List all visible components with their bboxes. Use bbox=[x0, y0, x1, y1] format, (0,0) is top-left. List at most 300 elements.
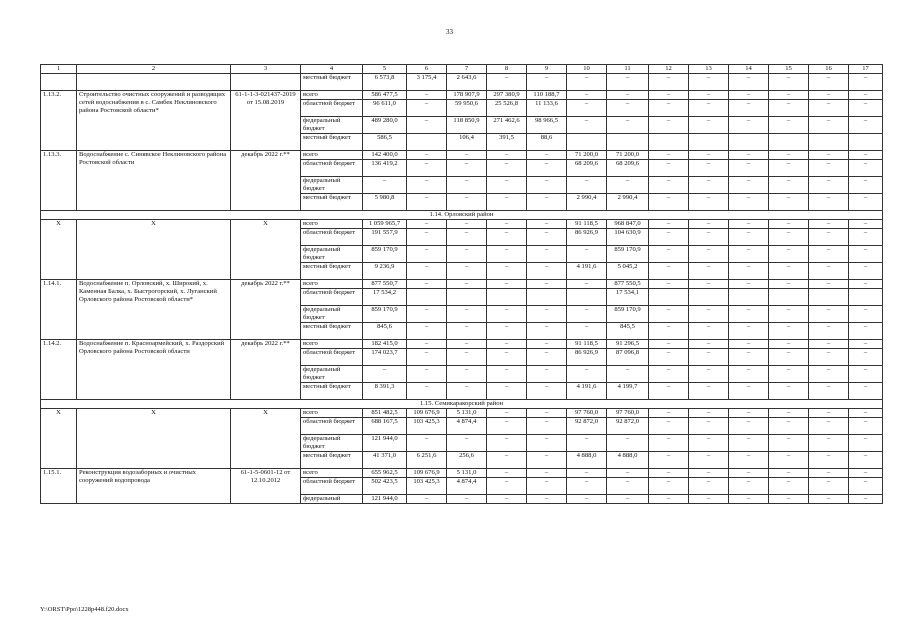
budget-type-cell: федеральный бюджет bbox=[301, 366, 363, 383]
value-cell: – bbox=[407, 383, 447, 400]
value-cell: 2 990,4 bbox=[607, 194, 649, 211]
value-cell: – bbox=[487, 151, 527, 160]
value-cell: – bbox=[649, 495, 689, 504]
section-heading-row bbox=[41, 211, 883, 220]
value-cell: – bbox=[769, 263, 809, 280]
value-cell: – bbox=[809, 452, 849, 469]
table-row bbox=[41, 469, 883, 478]
value-cell: – bbox=[607, 117, 649, 134]
value-cell: – bbox=[849, 409, 883, 418]
value-cell: – bbox=[649, 263, 689, 280]
budget-type-cell: областной бюджет bbox=[301, 478, 363, 495]
value-cell: – bbox=[407, 194, 447, 211]
value-cell: – bbox=[607, 366, 649, 383]
value-cell: 845,5 bbox=[607, 323, 649, 340]
value-cell: – bbox=[729, 263, 769, 280]
value-cell: – bbox=[487, 280, 527, 289]
value-cell: – bbox=[567, 74, 607, 91]
value-cell: – bbox=[849, 151, 883, 160]
value-cell: – bbox=[729, 220, 769, 229]
value-cell: – bbox=[809, 366, 849, 383]
budget-type-cell: всего bbox=[301, 151, 363, 160]
value-cell: – bbox=[567, 478, 607, 495]
value-cell: – bbox=[487, 495, 527, 504]
object-name-cell: Водоснабжение п. Красноармейский, х. Раздорский Орловского района Ростовской области bbox=[77, 340, 231, 400]
value-cell: – bbox=[729, 409, 769, 418]
value-cell: – bbox=[649, 323, 689, 340]
value-cell: – bbox=[689, 280, 729, 289]
value-cell: – bbox=[769, 435, 809, 452]
section-title: 1.15. Семикаракорский район bbox=[41, 400, 883, 409]
value-cell: – bbox=[809, 383, 849, 400]
column-number-cell: 14 bbox=[729, 65, 769, 74]
value-cell: – bbox=[769, 366, 809, 383]
value-cell: – bbox=[769, 383, 809, 400]
value-cell: – bbox=[649, 409, 689, 418]
value-cell: – bbox=[729, 478, 769, 495]
value-cell: 586 477,5 bbox=[363, 91, 407, 100]
value-cell: – bbox=[649, 74, 689, 91]
value-cell: – bbox=[769, 418, 809, 435]
value-cell: – bbox=[769, 495, 809, 504]
value-cell: – bbox=[809, 74, 849, 91]
value-cell bbox=[729, 289, 769, 306]
budget-type-cell: областной бюджет bbox=[301, 160, 363, 177]
budget-type-cell: всего bbox=[301, 469, 363, 478]
value-cell: – bbox=[527, 280, 567, 289]
value-cell: – bbox=[407, 91, 447, 100]
value-cell: – bbox=[447, 177, 487, 194]
value-cell: 25 526,8 bbox=[487, 100, 527, 117]
document-cell: X bbox=[231, 220, 301, 280]
value-cell: – bbox=[649, 306, 689, 323]
value-cell: 118 850,9 bbox=[447, 117, 487, 134]
value-cell: – bbox=[849, 229, 883, 246]
value-cell: – bbox=[407, 117, 447, 134]
value-cell: – bbox=[363, 366, 407, 383]
value-cell: – bbox=[849, 177, 883, 194]
value-cell: – bbox=[849, 418, 883, 435]
value-cell bbox=[407, 134, 447, 151]
value-cell: 71 200,0 bbox=[607, 151, 649, 160]
column-number-cell: 7 bbox=[447, 65, 487, 74]
number-cell: 1.14.1. bbox=[41, 280, 77, 340]
value-cell: – bbox=[689, 478, 729, 495]
value-cell: – bbox=[487, 246, 527, 263]
value-cell: – bbox=[487, 306, 527, 323]
value-cell: 271 462,6 bbox=[487, 117, 527, 134]
value-cell: – bbox=[649, 469, 689, 478]
value-cell: – bbox=[849, 91, 883, 100]
value-cell: – bbox=[809, 495, 849, 504]
value-cell: – bbox=[527, 349, 567, 366]
value-cell: – bbox=[689, 117, 729, 134]
value-cell: – bbox=[487, 452, 527, 469]
value-cell: 2 643,6 bbox=[447, 74, 487, 91]
document-cell: 61-1-5-0601-12 от 12.10.2012 bbox=[231, 469, 301, 504]
value-cell: – bbox=[527, 74, 567, 91]
page-number: 33 bbox=[446, 28, 453, 36]
value-cell: – bbox=[567, 323, 607, 340]
value-cell: – bbox=[527, 220, 567, 229]
budget-table bbox=[40, 64, 883, 504]
value-cell: – bbox=[567, 246, 607, 263]
value-cell bbox=[567, 134, 607, 151]
object-name-cell: X bbox=[77, 220, 231, 280]
table-row bbox=[41, 151, 883, 160]
value-cell: – bbox=[849, 220, 883, 229]
column-number-cell: 6 bbox=[407, 65, 447, 74]
value-cell: – bbox=[729, 418, 769, 435]
value-cell: – bbox=[407, 340, 447, 349]
value-cell: – bbox=[689, 306, 729, 323]
value-cell: – bbox=[649, 246, 689, 263]
table-row bbox=[41, 91, 883, 100]
value-cell: – bbox=[729, 495, 769, 504]
value-cell: – bbox=[487, 418, 527, 435]
value-cell: 92 872,0 bbox=[567, 418, 607, 435]
value-cell: 297 380,9 bbox=[487, 91, 527, 100]
value-cell: 142 400,0 bbox=[363, 151, 407, 160]
value-cell: 17 534,1 bbox=[607, 289, 649, 306]
number-cell: 1.14.2. bbox=[41, 340, 77, 400]
value-cell bbox=[809, 134, 849, 151]
value-cell: – bbox=[649, 177, 689, 194]
table-row bbox=[41, 220, 883, 229]
value-cell bbox=[649, 134, 689, 151]
column-number-cell: 4 bbox=[301, 65, 363, 74]
value-cell: 859 170,9 bbox=[363, 306, 407, 323]
value-cell: – bbox=[447, 151, 487, 160]
value-cell: – bbox=[849, 74, 883, 91]
value-cell: – bbox=[407, 246, 447, 263]
value-cell: – bbox=[527, 340, 567, 349]
value-cell bbox=[689, 134, 729, 151]
object-name-cell bbox=[77, 74, 231, 91]
value-cell: – bbox=[649, 340, 689, 349]
value-cell: – bbox=[649, 435, 689, 452]
value-cell bbox=[527, 289, 567, 306]
value-cell: – bbox=[729, 177, 769, 194]
budget-type-cell: областной бюджет bbox=[301, 349, 363, 366]
section-heading-row bbox=[41, 400, 883, 409]
value-cell: – bbox=[769, 409, 809, 418]
budget-type-cell: областной бюджет bbox=[301, 418, 363, 435]
value-cell: – bbox=[809, 151, 849, 160]
value-cell: – bbox=[689, 100, 729, 117]
value-cell: – bbox=[689, 366, 729, 383]
value-cell: – bbox=[527, 469, 567, 478]
value-cell: 655 962,5 bbox=[363, 469, 407, 478]
value-cell: 86 926,9 bbox=[567, 349, 607, 366]
value-cell: 6 573,8 bbox=[363, 74, 407, 91]
value-cell: – bbox=[809, 340, 849, 349]
value-cell: 110 188,7 bbox=[527, 91, 567, 100]
object-name-cell: X bbox=[77, 409, 231, 469]
budget-type-cell: местный бюджет bbox=[301, 134, 363, 151]
value-cell bbox=[649, 289, 689, 306]
budget-type-cell: областной бюджет bbox=[301, 289, 363, 306]
value-cell: – bbox=[689, 340, 729, 349]
value-cell: – bbox=[689, 323, 729, 340]
budget-type-cell: областной бюджет bbox=[301, 229, 363, 246]
value-cell: – bbox=[689, 177, 729, 194]
section-title: 1.14. Орловский район bbox=[41, 211, 883, 220]
value-cell: – bbox=[769, 177, 809, 194]
value-cell: 174 023,7 bbox=[363, 349, 407, 366]
value-cell: 688 167,5 bbox=[363, 418, 407, 435]
value-cell: – bbox=[689, 469, 729, 478]
value-cell: 86 926,9 bbox=[567, 229, 607, 246]
value-cell: – bbox=[769, 220, 809, 229]
value-cell: – bbox=[567, 100, 607, 117]
value-cell: – bbox=[769, 229, 809, 246]
value-cell: – bbox=[447, 366, 487, 383]
value-cell: – bbox=[809, 306, 849, 323]
budget-type-cell: федеральный бюджет bbox=[301, 117, 363, 134]
value-cell: – bbox=[567, 366, 607, 383]
value-cell: – bbox=[849, 452, 883, 469]
value-cell: – bbox=[487, 478, 527, 495]
value-cell: – bbox=[487, 160, 527, 177]
value-cell: – bbox=[809, 418, 849, 435]
value-cell: – bbox=[689, 383, 729, 400]
value-cell: – bbox=[809, 246, 849, 263]
value-cell: 4 874,4 bbox=[447, 418, 487, 435]
value-cell: – bbox=[769, 349, 809, 366]
value-cell: – bbox=[447, 263, 487, 280]
budget-type-cell: всего bbox=[301, 340, 363, 349]
document-cell bbox=[231, 74, 301, 91]
value-cell: – bbox=[527, 409, 567, 418]
value-cell: – bbox=[567, 469, 607, 478]
value-cell: – bbox=[849, 100, 883, 117]
number-cell: X bbox=[41, 409, 77, 469]
value-cell: 256,6 bbox=[447, 452, 487, 469]
value-cell: 502 423,5 bbox=[363, 478, 407, 495]
value-cell: – bbox=[809, 229, 849, 246]
value-cell: – bbox=[567, 91, 607, 100]
value-cell: – bbox=[849, 280, 883, 289]
budget-type-cell: местный бюджет bbox=[301, 263, 363, 280]
number-cell: X bbox=[41, 220, 77, 280]
value-cell: – bbox=[447, 229, 487, 246]
value-cell: – bbox=[849, 340, 883, 349]
value-cell: – bbox=[527, 495, 567, 504]
value-cell: – bbox=[407, 349, 447, 366]
column-number-cell: 11 bbox=[607, 65, 649, 74]
value-cell: – bbox=[729, 340, 769, 349]
value-cell: – bbox=[689, 220, 729, 229]
value-cell: – bbox=[769, 469, 809, 478]
value-cell: – bbox=[447, 160, 487, 177]
value-cell: – bbox=[487, 74, 527, 91]
value-cell: – bbox=[769, 306, 809, 323]
value-cell: – bbox=[849, 383, 883, 400]
column-number-cell: 8 bbox=[487, 65, 527, 74]
value-cell: – bbox=[607, 435, 649, 452]
value-cell: – bbox=[407, 100, 447, 117]
table-row bbox=[41, 340, 883, 349]
value-cell bbox=[809, 289, 849, 306]
value-cell: – bbox=[407, 280, 447, 289]
value-cell: – bbox=[769, 478, 809, 495]
value-cell: – bbox=[567, 495, 607, 504]
value-cell: – bbox=[849, 160, 883, 177]
column-number-cell: 10 bbox=[567, 65, 607, 74]
value-cell: – bbox=[407, 306, 447, 323]
value-cell: – bbox=[809, 194, 849, 211]
value-cell: – bbox=[567, 435, 607, 452]
value-cell: – bbox=[527, 452, 567, 469]
value-cell: – bbox=[649, 280, 689, 289]
value-cell bbox=[729, 134, 769, 151]
value-cell: 87 096,8 bbox=[607, 349, 649, 366]
value-cell: – bbox=[809, 220, 849, 229]
file-path-footer: Y:\ORST\Ppo\1228p448.f20.docx bbox=[40, 606, 129, 613]
value-cell: – bbox=[809, 280, 849, 289]
budget-type-cell: федеральный bbox=[301, 495, 363, 504]
value-cell: – bbox=[527, 306, 567, 323]
value-cell: 4 888,0 bbox=[607, 452, 649, 469]
value-cell: – bbox=[729, 246, 769, 263]
value-cell: – bbox=[527, 418, 567, 435]
value-cell: – bbox=[567, 280, 607, 289]
value-cell: 586,5 bbox=[363, 134, 407, 151]
value-cell: – bbox=[487, 366, 527, 383]
value-cell: – bbox=[447, 306, 487, 323]
budget-type-cell: всего bbox=[301, 91, 363, 100]
document-cell: X bbox=[231, 409, 301, 469]
column-number-cell: 17 bbox=[849, 65, 883, 74]
value-cell: – bbox=[809, 100, 849, 117]
column-number-row bbox=[41, 65, 883, 74]
budget-type-cell: всего bbox=[301, 409, 363, 418]
value-cell: – bbox=[769, 117, 809, 134]
document-cell: 61-1-1-3-021437-2019 от 15.08.2019 bbox=[231, 91, 301, 151]
budget-type-cell: всего bbox=[301, 280, 363, 289]
value-cell: 5 045,2 bbox=[607, 263, 649, 280]
number-cell: 1.13.2. bbox=[41, 91, 77, 151]
value-cell: – bbox=[649, 383, 689, 400]
value-cell: – bbox=[447, 340, 487, 349]
value-cell: 859 170,9 bbox=[607, 246, 649, 263]
value-cell: – bbox=[769, 323, 809, 340]
value-cell: 1 059 965,7 bbox=[363, 220, 407, 229]
number-cell bbox=[41, 74, 77, 91]
value-cell: 191 557,9 bbox=[363, 229, 407, 246]
value-cell: – bbox=[407, 220, 447, 229]
value-cell: – bbox=[363, 177, 407, 194]
value-cell: – bbox=[729, 280, 769, 289]
value-cell: – bbox=[689, 452, 729, 469]
budget-type-cell: всего bbox=[301, 220, 363, 229]
value-cell: 96 611,0 bbox=[363, 100, 407, 117]
value-cell: 845,6 bbox=[363, 323, 407, 340]
value-cell: – bbox=[769, 452, 809, 469]
value-cell: – bbox=[849, 349, 883, 366]
table-row bbox=[41, 280, 883, 289]
value-cell: – bbox=[487, 229, 527, 246]
column-number-cell: 3 bbox=[231, 65, 301, 74]
value-cell: – bbox=[729, 194, 769, 211]
column-number-cell: 5 bbox=[363, 65, 407, 74]
value-cell: 5 131,0 bbox=[447, 409, 487, 418]
value-cell: – bbox=[567, 117, 607, 134]
budget-type-cell: местный бюджет bbox=[301, 74, 363, 91]
value-cell: 182 415,0 bbox=[363, 340, 407, 349]
value-cell: – bbox=[809, 177, 849, 194]
value-cell: 4 191,6 bbox=[567, 383, 607, 400]
value-cell: 103 425,3 bbox=[407, 478, 447, 495]
value-cell: 41 371,0 bbox=[363, 452, 407, 469]
value-cell: – bbox=[849, 495, 883, 504]
value-cell: – bbox=[607, 177, 649, 194]
value-cell: 11 133,6 bbox=[527, 100, 567, 117]
value-cell: – bbox=[689, 229, 729, 246]
value-cell: – bbox=[607, 495, 649, 504]
value-cell: – bbox=[729, 383, 769, 400]
column-number-cell: 2 bbox=[77, 65, 231, 74]
value-cell: – bbox=[649, 452, 689, 469]
value-cell: – bbox=[849, 263, 883, 280]
value-cell: – bbox=[649, 91, 689, 100]
value-cell: 3 175,4 bbox=[407, 74, 447, 91]
value-cell bbox=[769, 289, 809, 306]
value-cell: – bbox=[689, 151, 729, 160]
value-cell: 109 676,9 bbox=[407, 469, 447, 478]
value-cell bbox=[689, 289, 729, 306]
value-cell: – bbox=[487, 435, 527, 452]
value-cell: – bbox=[689, 74, 729, 91]
value-cell: – bbox=[769, 160, 809, 177]
value-cell bbox=[607, 134, 649, 151]
value-cell: – bbox=[689, 409, 729, 418]
value-cell: 97 760,0 bbox=[607, 409, 649, 418]
document-cell: декабрь 2022 г.** bbox=[231, 340, 301, 400]
value-cell: 8 391,3 bbox=[363, 383, 407, 400]
value-cell: – bbox=[729, 229, 769, 246]
number-cell: 1.15.1. bbox=[41, 469, 77, 504]
value-cell: – bbox=[487, 349, 527, 366]
value-cell: – bbox=[527, 229, 567, 246]
value-cell: 98 966,5 bbox=[527, 117, 567, 134]
value-cell: – bbox=[769, 151, 809, 160]
value-cell: 106,4 bbox=[447, 134, 487, 151]
value-cell: 851 482,5 bbox=[363, 409, 407, 418]
value-cell: – bbox=[447, 323, 487, 340]
value-cell: – bbox=[849, 478, 883, 495]
value-cell: – bbox=[527, 366, 567, 383]
value-cell: – bbox=[689, 246, 729, 263]
value-cell: – bbox=[527, 160, 567, 177]
value-cell: 97 760,0 bbox=[567, 409, 607, 418]
value-cell: – bbox=[729, 435, 769, 452]
value-cell: – bbox=[567, 306, 607, 323]
value-cell: – bbox=[729, 91, 769, 100]
value-cell: – bbox=[487, 340, 527, 349]
value-cell bbox=[567, 289, 607, 306]
value-cell: – bbox=[527, 246, 567, 263]
value-cell: – bbox=[849, 435, 883, 452]
value-cell: – bbox=[729, 151, 769, 160]
value-cell: – bbox=[607, 478, 649, 495]
value-cell: 136 419,2 bbox=[363, 160, 407, 177]
object-name-cell: Реконструкция водозаборных и очистных сооружений водопровода bbox=[77, 469, 231, 504]
value-cell: – bbox=[849, 469, 883, 478]
value-cell: – bbox=[487, 383, 527, 400]
value-cell: – bbox=[607, 469, 649, 478]
